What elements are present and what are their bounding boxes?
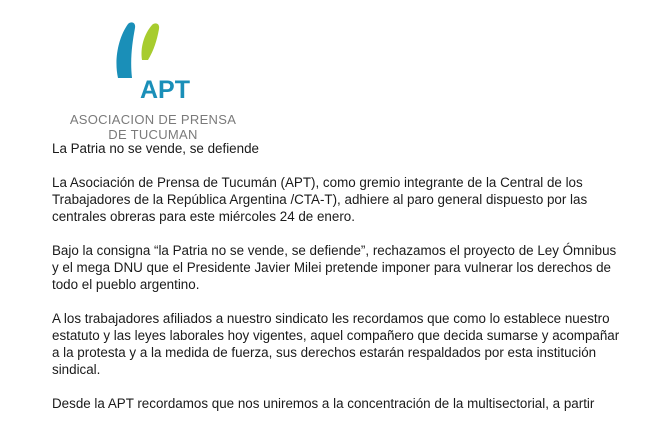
document-heading: La Patria no se vende, se defiende [52, 141, 259, 156]
paragraph-4: Desde la APT recordamos que nos uniremos a la concentración de la multisectorial, a partir [52, 396, 595, 411]
paragraph-1: La Asociación de Prensa de Tucumán (APT), como gremio integrante de la Central de los Trabajadores de la República Argentina /CTA-T), adhiere al paro general dispuesto por las centrales obreras para este miércoles 24 de enero. [52, 175, 588, 224]
logo-name-line1: ASOCIACION DE PRENSA [69, 112, 237, 127]
logo-acronym: APT [140, 76, 190, 104]
document-body [52, 140, 622, 429]
apt-logo [62, 20, 242, 142]
logo-name-line2: DE TUCUMAN [108, 127, 198, 142]
apt-logo-mark-icon [112, 20, 172, 82]
paragraph-3: A los trabajadores afiliados a nuestro sindicato les recordamos que como lo establece nuestro estatuto y las leyes laborales hoy vigentes, aquel compañero que decida sumarse y acompañar a la protesta y a la medida de fuerza, sus derechos estarán respaldados por esta institución sindical. [52, 311, 620, 377]
paragraph-2: Bajo la consigna “la Patria no se vende, se defiende”, rechazamos el proyecto de Ley Ómnibus y el mega DNU que el Presidente Javier Milei pretende imponer para vulnerar los derechos de todo el pueblo argentino. [52, 243, 617, 292]
